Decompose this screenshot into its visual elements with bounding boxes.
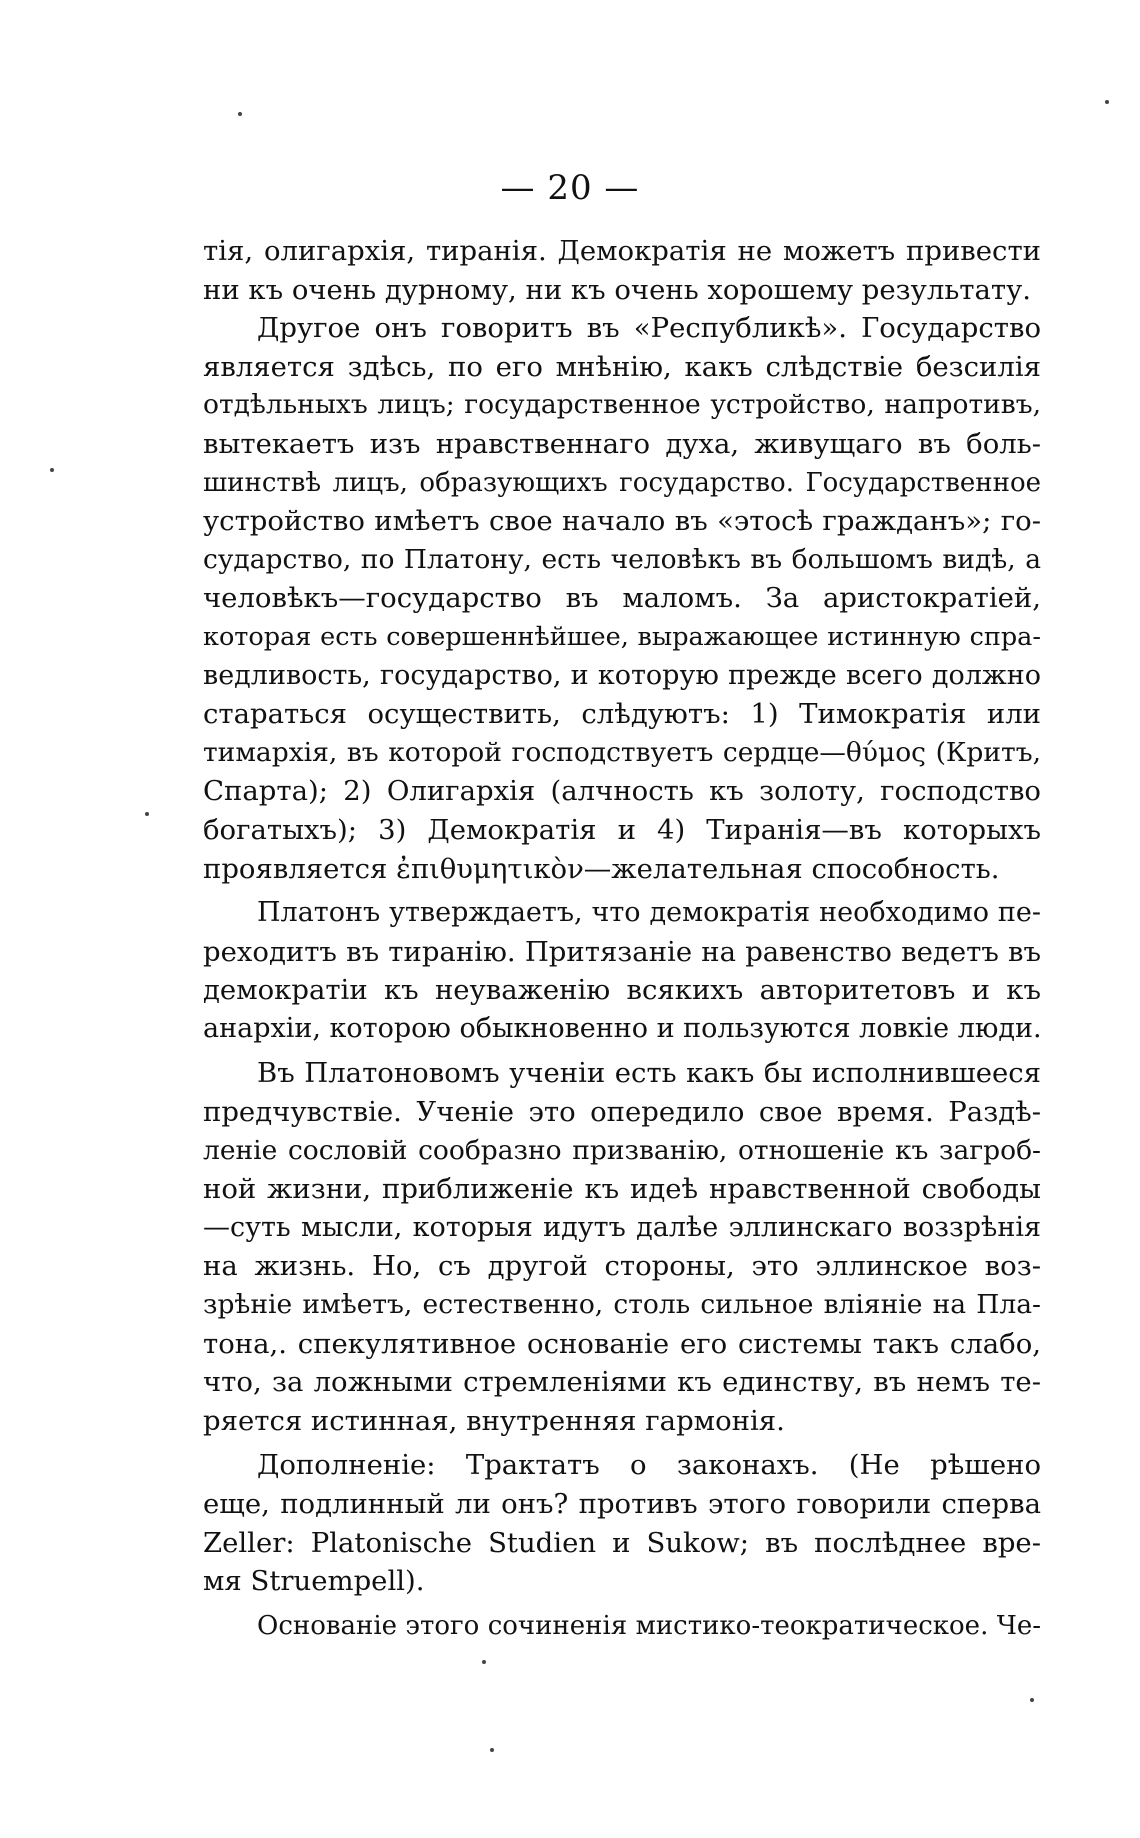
text-line: что, за ложными стремленіями къ единству, въ немъ те- <box>203 1366 1041 1399</box>
paragraph <box>203 1054 1041 1440</box>
text-line: Спарта); 2) Олигархія (алчность къ золоту, господство <box>203 775 1041 808</box>
text-line: еще, подлинный ли онъ? противъ этого говорили сперва <box>203 1488 1041 1520</box>
text-line: Другое онъ говоритъ въ «Республикѣ». Государство <box>257 312 1041 345</box>
text-line: ни къ очень дурному, ни къ очень хорошему результату. <box>203 273 1032 306</box>
text-line: ной жизни, приближеніе къ идеѣ нравственной свободы <box>203 1173 1041 1206</box>
paragraph <box>203 309 1041 888</box>
body-text <box>203 232 1041 1645</box>
text-line: Zeller: Platonische Studien и Sukow; въ послѣднее вре- <box>203 1526 1041 1559</box>
text-line: мя Struempell). <box>203 1565 425 1598</box>
scan-speck <box>145 812 149 816</box>
text-line: тона,. спекулятивное основаніе его системы такъ слабо, <box>203 1327 1041 1360</box>
text-line: анархіи, которою обыкновенно и пользуются ловкіе люди. <box>203 1012 1042 1044</box>
text-line: ведливость, государство, и которую прежде всего должно <box>203 659 1041 691</box>
text-line: на жизнь. Но, съ другой стороны, это эллинское воз- <box>203 1250 1041 1283</box>
text-line: вытекаетъ изъ нравственнаго духа, живущаго въ боль- <box>203 427 1041 460</box>
text-line: шинствѣ лицъ, образующихъ государство. Государственное <box>203 467 1041 498</box>
text-line: ряется истинная, внутренняя гармонія. <box>203 1404 785 1437</box>
text-line: —суть мысли, которыя идутъ далѣе эллинскаго воззрѣнія <box>203 1211 1041 1243</box>
paragraph <box>203 232 1041 309</box>
scan-speck <box>238 112 242 116</box>
text-line: стараться осуществить, слѣдуютъ: 1) Тимократія или <box>203 698 1041 731</box>
text-line: зрѣніе имѣетъ, естественно, столь сильное вліяніе на Пла- <box>203 1289 1041 1321</box>
text-line: проявляется ἐπιθυμητικὸν—желательная способность. <box>203 852 1000 885</box>
text-line: которая есть совершеннѣйшее, выражающее истинную спра- <box>203 621 1041 652</box>
text-line: отдѣльныхъ лицъ; государственное устройство, напротивъ, <box>203 389 1041 421</box>
page-number: — 20 — <box>500 168 640 208</box>
text-line: Въ Платоновомъ ученіи есть какъ бы исполнившееся <box>257 1057 1041 1090</box>
text-line: сударство, по Платону, есть человѣкъ въ большомъ видѣ, а <box>203 543 1041 575</box>
text-line: Дополненіе: Трактатъ о законахъ. (Не рѣшено <box>257 1449 1041 1482</box>
text-line: леніе сословій сообразно призванію, отношеніе къ загроб- <box>203 1134 1041 1166</box>
text-line: предчувствіе. Ученіе это опередило свое время. Раздѣ- <box>203 1096 1041 1129</box>
text-line: Платонъ утверждаетъ, что демократія необходимо пе- <box>257 897 1041 929</box>
scan-speck <box>490 1748 494 1752</box>
text-line: человѣкъ—государство въ маломъ. За аристократіей, <box>203 582 1041 615</box>
text-line: тимархія, въ которой господствуетъ сердце—θύμος (Критъ, <box>203 736 1041 768</box>
text-line: реходитъ въ тиранію. Притязаніе на равенство ведетъ въ <box>203 935 1041 968</box>
scan-speck <box>482 1660 486 1664</box>
scan-speck <box>1105 100 1109 104</box>
paragraph <box>203 894 1041 1048</box>
paragraph <box>203 1446 1041 1600</box>
text-line: устройство имѣетъ свое начало въ «этосѣ гражданъ»; го- <box>203 505 1041 538</box>
text-line: является здѣсь, по его мнѣнію, какъ слѣдствіе безсилія <box>203 350 1041 383</box>
text-line: Основаніе этого сочиненія мистико-теократическое. Че- <box>257 1610 1041 1641</box>
text-line: богатыхъ); 3) Демократія и 4) Тиранія—въ которыхъ <box>203 813 1041 846</box>
scan-speck <box>1030 1698 1034 1702</box>
scan-speck <box>50 468 54 472</box>
text-line: демократіи къ неуваженію всякихъ авторитетовъ и къ <box>203 974 1041 1007</box>
paragraph <box>203 1607 1041 1646</box>
text-line: тія, олигархія, тиранія. Демократія не можетъ привести <box>203 235 1041 267</box>
